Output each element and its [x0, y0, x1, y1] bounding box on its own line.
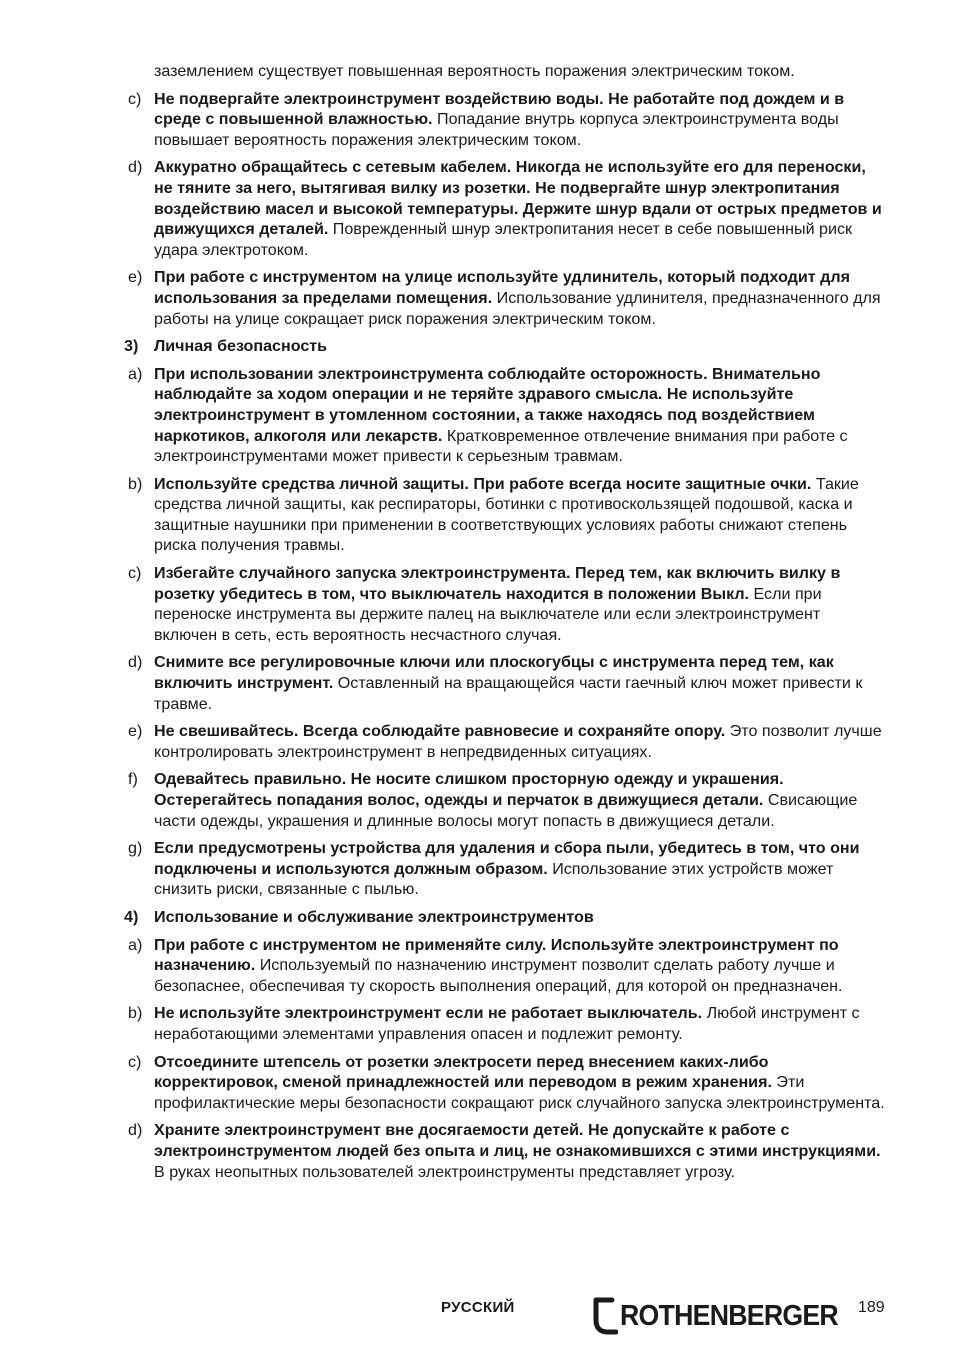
item-text: Используемый по назначению инструмент позволит сделать работу лучше и безопаснее, обеспечивая ту скорость выполнения операций, для которой он предназначен. — [154, 956, 843, 995]
list-item — [0, 769, 886, 831]
item-label: e) — [128, 722, 143, 741]
item-bold-text: Одевайтесь правильно. Не носите слишком просторную одежду и украшения. Остерегайтесь попадания волос, одежды и перчаток в движущиеся детали. — [154, 770, 784, 809]
section-number: 3) — [124, 337, 139, 356]
item-text: Использование удлинителя, предназначенного для работы на улице сокращает риск поражения электрическим током. — [154, 288, 881, 328]
item-label: e) — [128, 268, 143, 287]
item-bold-text: При использовании электроинструмента соблюдайте осторожность. Внимательно наблюдайте за ходом операции и не теряйте здравого смысла. Не используйте электроинструмент в утомленном состоянии, а также находясь под воздействием наркотиков, алкоголя или лекарств. — [154, 364, 821, 445]
item-bold-text: Снимите все регулировочные ключи или плоскогубцы с инструмента перед тем, как включить инструмент. — [154, 653, 834, 693]
footer-language: РУССКИЙ — [441, 1299, 515, 1316]
list-item — [0, 838, 886, 900]
item-bold-text: Если предусмотрены устройства для удаления и сбора пыли, убедитесь в том, что они подключены и используются должным образом. — [154, 839, 860, 878]
item-bold-text: Используйте средства личной защиты. При работе всегда носите защитные очки. — [154, 474, 812, 493]
item-bold-text: Аккуратно обращайтесь с сетевым кабелем. Никогда не используйте его для переноски, не тяните за него, вытягивая вилку из розетки. Не подвергайте шнур электропитания воздействию масел и высокой температуры. Держите шнур вдали от острых предметов и движущихся деталей. — [154, 158, 882, 239]
item-label: f) — [128, 770, 138, 789]
list-item — [0, 364, 886, 467]
item-bold-text: При работе с инструментом не применяйте силу. Используйте электроинструмент по назначению. — [154, 935, 839, 975]
list-item — [0, 563, 886, 645]
brand-logo — [592, 1294, 857, 1338]
item-text: Попадание внутрь корпуса электроинструмента воды повышает вероятность поражения электрическим током. — [154, 110, 839, 149]
item-label: a) — [128, 935, 143, 954]
item-text: Любой инструмент с неработающими элементами управления опасен и подлежит ремонту. — [154, 1004, 860, 1043]
item-label: b) — [128, 474, 143, 493]
item-label: d) — [128, 1121, 143, 1140]
item-bold-text: Отсоедините штепсель от розетки электросети перед внесением каких-либо корректировок, сменой принадлежностей или переводом в режим хранения. — [154, 1052, 772, 1092]
list-item — [0, 1003, 886, 1044]
item-label: c) — [128, 89, 142, 108]
section-number: 4) — [124, 907, 139, 926]
item-text: Если при переноске инструмента вы держите палец на выключателе или если электроинструмент включен в сеть, есть вероятность несчастного случая. — [154, 584, 822, 644]
list-item — [0, 721, 886, 762]
item-text: Это позволит лучше контролировать электроинструмент в непредвиденных ситуациях. — [154, 722, 882, 761]
item-label: b) — [128, 1004, 143, 1023]
item-text: Использование этих устройств может снизить риски, связанные с пылью. — [154, 859, 834, 899]
list-item — [0, 267, 886, 329]
item-text: Свисающие части одежды, украшения и длинные волосы могут попасть в движущиеся детали. — [154, 791, 858, 830]
item-label: c) — [128, 564, 142, 583]
list-item — [0, 1120, 886, 1182]
item-bold-text: Избегайте случайного запуска электроинструмента. Перед тем, как включить вилку в розетку убедитесь в том, что выключатель находится в положении Выкл. — [154, 564, 841, 603]
item-label: d) — [128, 158, 143, 177]
section-title: Личная безопасность — [154, 337, 328, 356]
list-item — [0, 157, 886, 260]
logo-hook-icon — [592, 1296, 618, 1336]
item-label: a) — [128, 364, 143, 383]
brand-name: ROTHENBERGER — [620, 1299, 838, 1332]
item-text: Кратковременное отвлечение внимания при работе с электроинструментами может привести к серьезным травмам. — [154, 426, 848, 466]
page-number: 189 — [858, 1299, 885, 1316]
item-label: g) — [128, 839, 143, 858]
item-text: Оставленный на вращающейся части гаечный ключ может привести к травме. — [154, 674, 863, 713]
list-item — [0, 652, 886, 714]
item-bold-text: Не подвергайте электроинструмент воздействию воды. Не работайте под дождем и в среде с повышенной влажностью. — [154, 89, 845, 129]
item-bold-text: Не свешивайтесь. Всегда соблюдайте равновесие и сохраняйте опору. — [154, 722, 726, 741]
item-bold-text: При работе с инструментом на улице используйте удлинитель, который подходит для использования за пределами помещения. — [154, 268, 850, 307]
section-heading — [0, 907, 954, 928]
item-text: Такие средства личной защиты, как респираторы, ботинки с противоскользящей подошвой, каска и защитные наушники при применении в соответствующих условиях работы снижают степень риска получения травмы. — [154, 474, 859, 555]
list-item — [0, 1052, 886, 1114]
item-text: Поврежденный шнур электропитания несет в себе повышенный риск удара электротоком. — [154, 220, 853, 259]
item-text: Эти профилактические меры безопасности сокращают риск случайного запуска электроинструмента. — [154, 1073, 885, 1112]
item-bold-text: Не используйте электроинструмент если не работает выключатель. — [154, 1004, 703, 1023]
list-item — [0, 474, 886, 556]
document-body — [0, 61, 954, 1189]
section-title: Использование и обслуживание электроинструментов — [154, 907, 594, 926]
list-item — [0, 935, 886, 997]
item-text: В руках неопытных пользователей электроинструменты представляет угрозу. — [154, 1162, 735, 1181]
intro-paragraph: заземлением существует повышенная вероятность поражения электрическим током. — [154, 62, 795, 80]
item-label: c) — [128, 1052, 142, 1071]
section-heading — [0, 336, 954, 357]
item-label: d) — [128, 653, 143, 672]
list-item — [0, 89, 886, 151]
item-bold-text: Храните электроинструмент вне досягаемости детей. Не допускайте к работе с электроинструментом людей без опыта и лиц, не ознакомившихся с этими инструкциями. — [154, 1121, 881, 1160]
